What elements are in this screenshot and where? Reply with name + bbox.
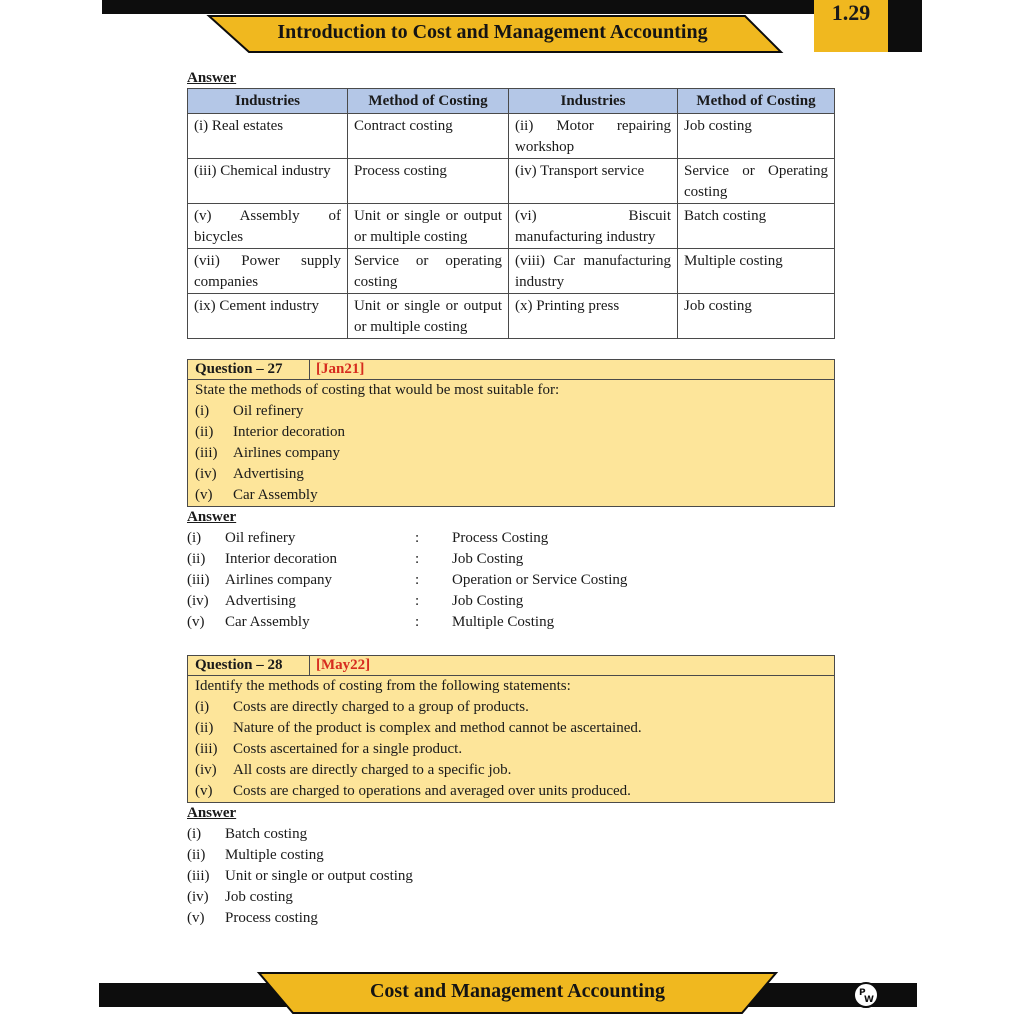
question-item: [195, 739, 834, 760]
item-text: Costs are directly charged to a group of products.: [233, 699, 529, 715]
page-number: 1.29: [814, 0, 888, 52]
answer-number: (v): [187, 910, 205, 926]
table-cell: Unit or single or output or multiple costing: [348, 204, 509, 249]
header-title: Introduction to Cost and Management Accounting: [277, 21, 708, 43]
table-row: [188, 114, 835, 159]
answer-item: Oil refinery: [225, 530, 296, 546]
item-text: Nature of the product is complex and method cannot be ascertained.: [233, 720, 642, 736]
table-cell: (ix) Cement industry: [188, 294, 348, 339]
footer-title: Cost and Management Accounting: [369, 980, 665, 1002]
answer-row: [187, 612, 835, 633]
answer-method: Operation or Service Costing: [452, 572, 628, 588]
answer-row: [187, 866, 835, 887]
table-cell: Service or operating costing: [348, 249, 509, 294]
question-header: [188, 360, 834, 380]
answer-text: Batch costing: [225, 826, 308, 842]
table-cell: Contract costing: [348, 114, 509, 159]
table-row: [188, 159, 835, 204]
table-cell: Multiple costing: [678, 249, 835, 294]
answer-item: Airlines company: [225, 572, 333, 588]
answer-number: (iv): [187, 889, 209, 905]
table-cell: Process costing: [348, 159, 509, 204]
question-27-box: [187, 359, 835, 507]
answer-number: (iv): [187, 593, 209, 609]
table-row: [188, 294, 835, 339]
answer-row: [187, 591, 835, 612]
answer-number: (ii): [187, 847, 206, 863]
answer-label: Answer: [187, 509, 237, 525]
item-text: Oil refinery: [233, 403, 304, 419]
answer-number: (iii): [187, 868, 210, 884]
item-text: Costs ascertained for a single product.: [233, 741, 463, 757]
table-cell: Unit or single or output or multiple costing: [348, 294, 509, 339]
table-cell: (v) Assembly of bicycles: [188, 204, 348, 249]
question-prompt: Identify the methods of costing from the following statements:: [195, 678, 571, 694]
item-text: All costs are directly charged to a specific job.: [233, 762, 512, 778]
question-prompt: State the methods of costing that would be most suitable for:: [195, 382, 560, 398]
table-row: [188, 204, 835, 249]
answer-method: Job Costing: [452, 551, 524, 567]
answer-row: [187, 908, 835, 929]
answer-row: [187, 845, 835, 866]
table-cell: (ii) Motor repairing workshop: [509, 114, 678, 159]
question-item: [195, 401, 834, 422]
answer-text: Multiple costing: [225, 847, 324, 863]
answer-item: Advertising: [225, 593, 296, 609]
answer-method: Process Costing: [452, 530, 549, 546]
answer-item: Car Assembly: [225, 614, 310, 630]
table-header-cell: Industries: [188, 89, 348, 114]
item-number: (v): [195, 487, 213, 503]
question-item: [195, 443, 834, 464]
answer-method: Job Costing: [452, 593, 524, 609]
table-cell: (iv) Transport service: [509, 159, 678, 204]
answer-number: (i): [187, 826, 202, 842]
answer-method: Multiple Costing: [452, 614, 555, 630]
answer-separator: :: [415, 572, 420, 588]
item-number: (iii): [195, 741, 218, 757]
header-corner-block: [888, 0, 922, 52]
answer-number: (i): [187, 530, 202, 546]
pw-logo: [853, 982, 879, 1008]
answer-row: [187, 528, 835, 549]
table-header-cell: Method of Costing: [678, 89, 835, 114]
table-header-cell: Method of Costing: [348, 89, 509, 114]
table-cell: (iii) Chemical industry: [188, 159, 348, 204]
question-item: [195, 485, 834, 506]
item-text: Interior decoration: [233, 424, 346, 440]
table-header-cell: Industries: [509, 89, 678, 114]
question-item: [195, 718, 834, 739]
question-body: [188, 380, 834, 506]
item-text: Costs are charged to operations and averaged over units produced.: [233, 783, 631, 799]
exam-tag: [Jan21]: [316, 361, 365, 377]
question-item: [195, 464, 834, 485]
question-number: Question – 28: [188, 656, 310, 675]
item-number: (iv): [195, 762, 217, 778]
table-row: [188, 249, 835, 294]
answer-row: [187, 570, 835, 591]
question-number: Question – 27: [188, 360, 310, 379]
pw-logo-text: P: [859, 988, 866, 998]
item-number: (ii): [195, 424, 214, 440]
item-number: (ii): [195, 720, 214, 736]
question-body: [188, 676, 834, 802]
exam-tag: [May22]: [316, 657, 371, 673]
question-item: [195, 422, 834, 443]
item-number: (i): [195, 403, 210, 419]
question-header: [188, 656, 834, 676]
item-number: (iv): [195, 466, 217, 482]
pw-logo-mark: [856, 985, 876, 1005]
page-content: [187, 68, 835, 929]
item-text: Airlines company: [233, 445, 341, 461]
question-item: [195, 781, 834, 802]
answer-text: Unit or single or output costing: [225, 868, 413, 884]
svg-text:W: W: [864, 995, 874, 1005]
table-cell: Batch costing: [678, 204, 835, 249]
table-cell: Job costing: [678, 294, 835, 339]
answer-item: Interior decoration: [225, 551, 338, 567]
item-number: (i): [195, 699, 210, 715]
answer-row: [187, 824, 835, 845]
table-cell: (viii) Car manufacturing industry: [509, 249, 678, 294]
table-cell: (vi) Biscuit manufacturing industry: [509, 204, 678, 249]
table-cell: (vii) Power supply companies: [188, 249, 348, 294]
answer-separator: :: [415, 530, 420, 546]
table-cell: Job costing: [678, 114, 835, 159]
item-number: (v): [195, 783, 213, 799]
question-item: [195, 760, 834, 781]
table-header-row: [188, 89, 835, 114]
item-text: Advertising: [233, 466, 304, 482]
answer-number: (v): [187, 614, 205, 630]
answer-row: [187, 887, 835, 908]
item-number: (iii): [195, 445, 218, 461]
answer-separator: :: [415, 614, 420, 630]
question-28-box: [187, 655, 835, 803]
answer-number: (ii): [187, 551, 206, 567]
answer-separator: :: [415, 551, 420, 567]
table-cell: (x) Printing press: [509, 294, 678, 339]
answer-text: Job costing: [225, 889, 293, 905]
answer-row: [187, 549, 835, 570]
question-item: [195, 697, 834, 718]
industries-table: [187, 88, 835, 339]
table-cell: Service or Operating costing: [678, 159, 835, 204]
answer-label: Answer: [187, 70, 237, 86]
answer-number: (iii): [187, 572, 210, 588]
table-cell: (i) Real estates: [188, 114, 348, 159]
item-text: Car Assembly: [233, 487, 318, 503]
answer-label: Answer: [187, 805, 237, 821]
answer-text: Process costing: [225, 910, 318, 926]
answer-separator: :: [415, 593, 420, 609]
